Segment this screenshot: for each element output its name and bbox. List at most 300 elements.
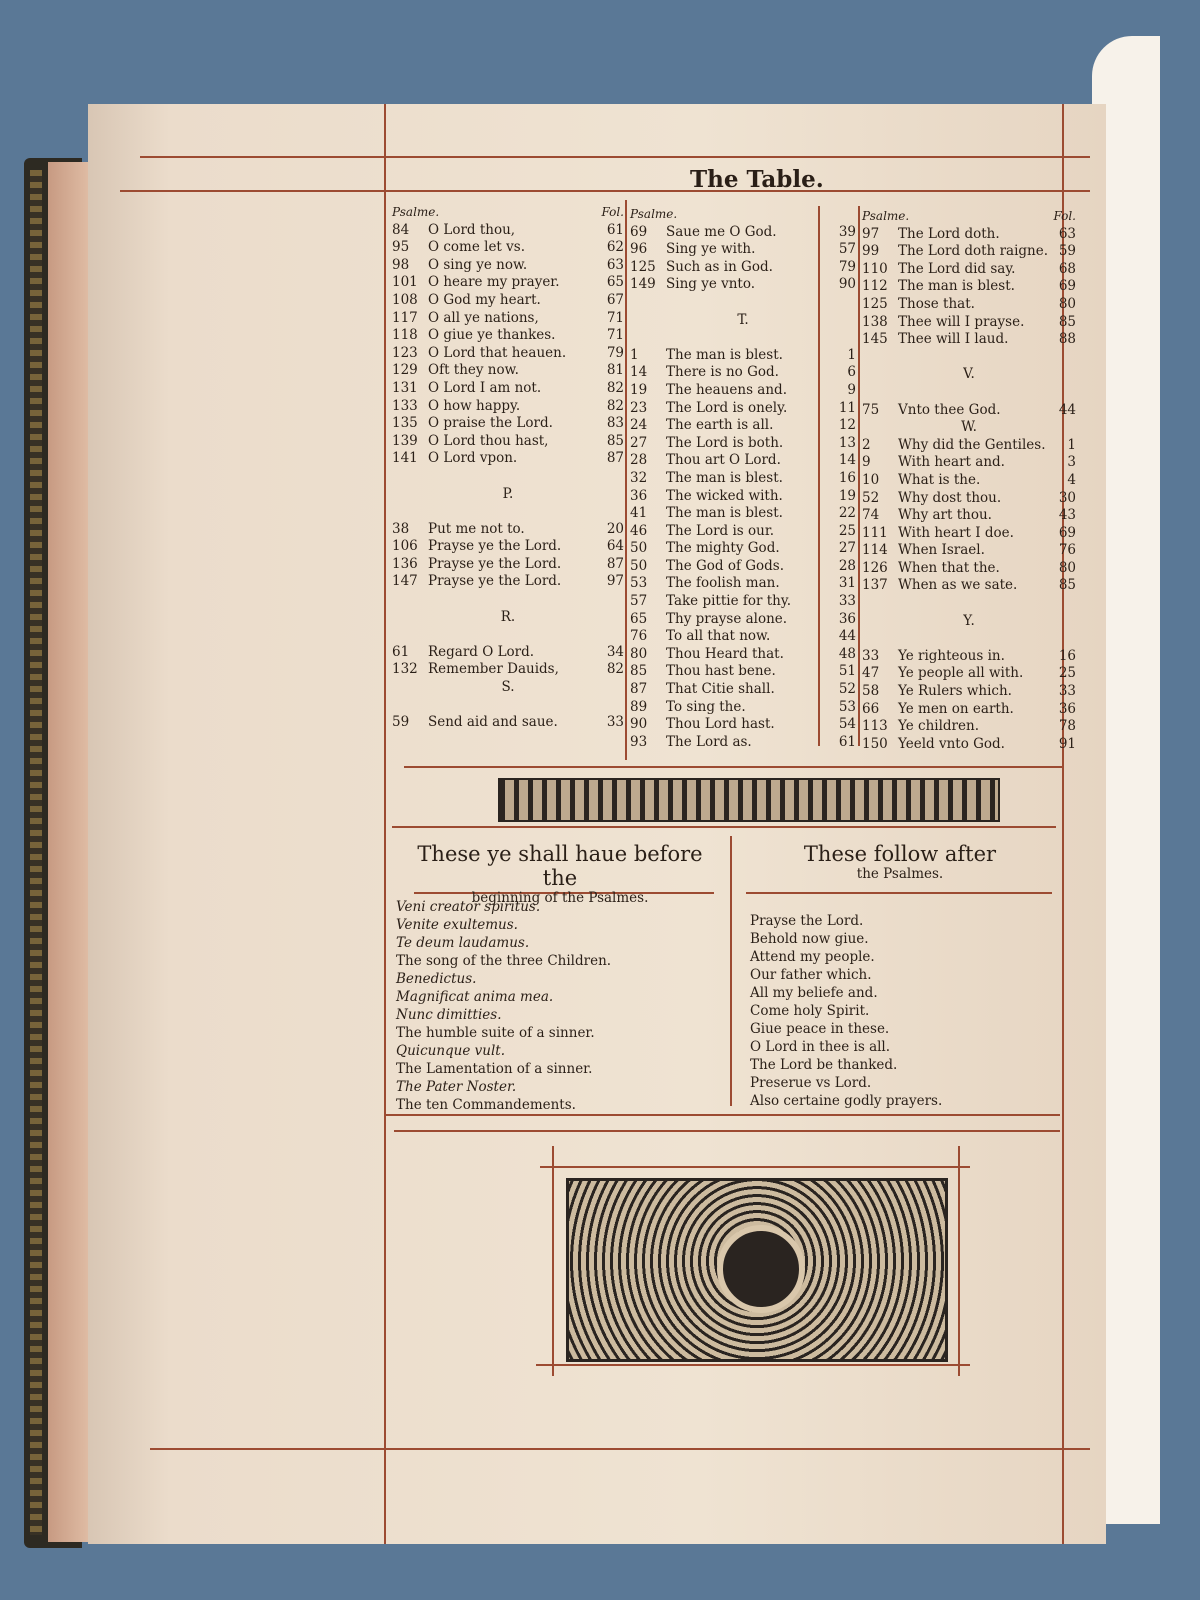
psalm-incipit: The man is blest.	[666, 469, 783, 486]
psalm-number: 58	[862, 683, 880, 700]
folio-number: 6	[847, 364, 856, 381]
psalm-incipit: O heare my prayer.	[428, 274, 560, 291]
table-column-3	[862, 208, 1076, 753]
folio-number: 76	[1058, 542, 1076, 559]
psalm-number: 28	[630, 452, 648, 469]
folio-number: 9	[847, 381, 856, 398]
psalm-incipit: What is the.	[898, 471, 981, 488]
table-row	[392, 538, 624, 556]
psalm-number	[392, 503, 428, 521]
psalm-incipit: The Lord is our.	[666, 522, 775, 539]
folio-number: 25	[1058, 665, 1076, 682]
section-underline-right	[746, 892, 1052, 894]
folio-number: 80	[1058, 559, 1076, 576]
folio-number	[828, 294, 856, 312]
table-row	[630, 294, 856, 312]
psalme-header: Psalme.	[862, 209, 910, 223]
psalm-incipit: Thou Heard that.	[666, 645, 784, 662]
psalm-number: 14	[630, 364, 648, 381]
table-row	[392, 345, 624, 363]
after-item: Attend my people.	[750, 949, 875, 965]
psalm-incipit: The man is blest.	[898, 278, 1015, 295]
table-row	[392, 292, 624, 310]
folio-number: 1	[1067, 436, 1076, 453]
folio-number: 16	[838, 469, 856, 486]
psalm-number	[862, 630, 898, 648]
table-row	[862, 525, 1076, 543]
folio-number: 1	[847, 346, 856, 363]
psalm-incipit: O all ye nations,	[428, 309, 539, 326]
psalm-number: 98	[392, 256, 410, 273]
table-row	[862, 472, 1076, 490]
folio-number: 85	[1058, 313, 1076, 330]
psalm-incipit: Why did the Gentiles.	[898, 436, 1046, 453]
table-row	[392, 468, 624, 486]
folio-number: 57	[838, 241, 856, 258]
psalm-incipit: O Lord I am not.	[428, 379, 542, 396]
psalm-number: 137	[862, 577, 888, 594]
before-item: Quicunque vult.	[396, 1043, 506, 1059]
section-letter: Y.	[963, 612, 975, 629]
folio-number: 31	[838, 575, 856, 592]
psalm-number: 129	[392, 362, 418, 379]
psalm-number: 36	[630, 487, 648, 504]
folio-number: 61	[606, 221, 624, 238]
table-row	[862, 560, 1076, 578]
psalm-incipit: O Lord thou hast,	[428, 432, 549, 449]
table-row	[630, 224, 856, 242]
psalm-number: 80	[630, 645, 648, 662]
before-title: These ye shall haue before the	[417, 842, 703, 890]
psalm-number	[630, 294, 666, 312]
psalm-incipit: Sing ye with.	[666, 241, 756, 258]
psalm-number: 110	[862, 260, 888, 277]
psalm-incipit: Oft they now.	[428, 362, 519, 379]
table-row	[392, 274, 624, 292]
table-row	[630, 276, 856, 294]
psalm-incipit: O Lord thou,	[428, 221, 516, 238]
folio-number: 30	[1058, 489, 1076, 506]
psalme-header: Psalme.	[392, 205, 440, 219]
after-subtitle: the Psalmes.	[856, 866, 944, 882]
psalm-incipit: Those that.	[898, 295, 975, 312]
psalm-number: 2	[862, 436, 871, 453]
psalm-number: 33	[862, 647, 880, 664]
column-header	[862, 208, 1076, 226]
table-row	[862, 226, 1076, 244]
bottom-rule	[150, 1448, 1090, 1450]
table-row	[392, 450, 624, 468]
table-row	[862, 278, 1076, 296]
after-item: O Lord in thee is all.	[750, 1039, 891, 1055]
after-section-heading	[760, 842, 1040, 882]
fol-header: Fol.	[1053, 209, 1076, 223]
psalm-number: 65	[630, 610, 648, 627]
folio-number: 36	[1058, 700, 1076, 717]
psalm-number	[862, 384, 898, 402]
folio-number: 44	[838, 628, 856, 645]
folio-number: 20	[606, 520, 624, 537]
psalm-number: 32	[630, 469, 648, 486]
before-item: The Pater Noster.	[396, 1079, 517, 1095]
before-item: Nunc dimitties.	[396, 1007, 502, 1023]
psalm-incipit: Vnto thee God.	[898, 401, 1001, 418]
psalm-incipit: Prayse ye the Lord.	[428, 538, 562, 555]
table-row	[630, 716, 856, 734]
psalm-incipit: Prayse ye the Lord.	[428, 573, 562, 590]
after-item: The Lord be thanked.	[750, 1057, 898, 1073]
psalm-number	[862, 349, 898, 367]
folio-number: 52	[838, 681, 856, 698]
section-letter: P.	[502, 485, 514, 502]
table-row	[862, 384, 1076, 402]
psalm-incipit: Ye righteous in.	[898, 647, 1005, 664]
table-row	[630, 505, 856, 523]
folio-number: 85	[606, 432, 624, 449]
table-row	[630, 241, 856, 259]
psalm-incipit: When as we sate.	[898, 577, 1018, 594]
folio-number: 28	[838, 557, 856, 574]
table-row	[630, 628, 856, 646]
folio-number: 61	[838, 733, 856, 750]
psalm-number: 145	[862, 331, 888, 348]
psalm-incipit: The Lord did say.	[898, 260, 1016, 277]
psalm-incipit: Yeeld vnto God.	[898, 735, 1005, 752]
section-letter: R.	[500, 608, 516, 625]
table-row	[630, 488, 856, 506]
folio-number: 59	[1058, 243, 1076, 260]
psalm-incipit: The wicked with.	[666, 487, 783, 504]
table-row	[862, 665, 1076, 683]
psalm-incipit: Sing ye vnto.	[666, 276, 756, 293]
psalm-incipit: Ye men on earth.	[898, 700, 1014, 717]
folio-number: 13	[838, 434, 856, 451]
psalm-incipit: O how happy.	[428, 397, 521, 414]
psalm-number: 113	[862, 718, 888, 735]
psalm-number: 85	[630, 663, 648, 680]
psalm-number: 61	[392, 643, 410, 660]
table-row	[392, 644, 624, 662]
psalm-incipit: Thee will I prayse.	[898, 313, 1025, 330]
table-row	[630, 663, 856, 681]
table-row	[862, 718, 1076, 736]
folio-number: 53	[838, 698, 856, 715]
folio-number: 51	[838, 663, 856, 680]
psalm-number: 75	[862, 401, 880, 418]
psalm-number: 101	[392, 274, 418, 291]
psalm-incipit	[666, 329, 828, 347]
psalm-number: 125	[630, 258, 656, 275]
folio-number: 83	[606, 415, 624, 432]
table-column-2	[630, 206, 856, 751]
psalm-incipit: Why dost thou.	[898, 489, 1002, 506]
folio-number: 33	[838, 593, 856, 610]
psalm-number: 141	[392, 450, 418, 467]
psalm-incipit: O sing ye now.	[428, 256, 528, 273]
psalm-incipit: Take pittie for thy.	[666, 593, 791, 610]
table-row	[630, 593, 856, 611]
after-item: Giue peace in these.	[750, 1021, 890, 1037]
psalm-number: 59	[392, 714, 410, 731]
folio-number	[1048, 349, 1076, 367]
psalm-number: 19	[630, 381, 648, 398]
ornamental-band	[498, 778, 1000, 822]
folio-number: 65	[606, 274, 624, 291]
folio-number: 67	[606, 291, 624, 308]
psalm-number: 84	[392, 221, 410, 238]
before-item: The humble suite of a sinner.	[396, 1025, 595, 1041]
table-row	[630, 575, 856, 593]
table-row	[630, 540, 856, 558]
section-letter: S.	[501, 679, 515, 696]
psalm-number: 52	[862, 489, 880, 506]
psalm-incipit: Why art thou.	[898, 507, 992, 524]
table-row	[392, 239, 624, 257]
psalm-number: 123	[392, 344, 418, 361]
folio-number: 14	[838, 452, 856, 469]
folio-number: 43	[1058, 507, 1076, 524]
table-row	[630, 259, 856, 277]
table-row	[630, 558, 856, 576]
folio-number	[596, 626, 624, 644]
psalm-incipit: O come let vs.	[428, 239, 525, 256]
psalm-incipit: The man is blest.	[666, 505, 783, 522]
folio-number: 81	[606, 362, 624, 379]
psalm-number: 147	[392, 573, 418, 590]
psalm-incipit: O praise the Lord.	[428, 415, 553, 432]
psalm-incipit	[428, 626, 596, 644]
table-row	[630, 452, 856, 470]
woodcut-frame-top	[540, 1166, 970, 1168]
folio-number: 82	[606, 397, 624, 414]
table-row	[862, 507, 1076, 525]
psalm-incipit	[898, 595, 1048, 613]
folio-number: 71	[606, 327, 624, 344]
table-row	[392, 697, 624, 715]
section-top-rule	[392, 826, 1056, 828]
psalm-incipit	[666, 294, 828, 312]
table-row	[862, 595, 1076, 613]
folio-number: 69	[1058, 524, 1076, 541]
psalm-incipit: When Israel.	[898, 542, 985, 559]
psalm-incipit: Put me not to.	[428, 520, 525, 537]
psalm-number: 131	[392, 379, 418, 396]
folio-number: 33	[606, 714, 624, 731]
folio-number: 85	[1058, 577, 1076, 594]
psalm-number: 50	[630, 557, 648, 574]
psalm-incipit: Remember Dauids,	[428, 661, 559, 678]
psalm-incipit	[898, 630, 1048, 648]
woodcut-frame-right	[958, 1146, 960, 1376]
table-row	[392, 556, 624, 574]
table-row	[862, 683, 1076, 701]
gilt-edge-decoration	[30, 170, 42, 1535]
table-row	[392, 310, 624, 328]
table-row	[630, 382, 856, 400]
psalm-number: 132	[392, 661, 418, 678]
folio-number	[596, 503, 624, 521]
after-item: Prayse the Lord.	[750, 913, 864, 929]
table-row	[630, 329, 856, 347]
psalm-number: 138	[862, 313, 888, 330]
table-bottom-rule	[404, 766, 1064, 768]
psalm-number: 76	[630, 628, 648, 645]
table-row	[862, 454, 1076, 472]
folio-number: 87	[606, 450, 624, 467]
psalm-number: 47	[862, 665, 880, 682]
folio-number: 79	[606, 344, 624, 361]
psalm-incipit	[428, 468, 596, 486]
folio-number: 97	[606, 573, 624, 590]
before-item: The ten Commandements.	[396, 1097, 576, 1113]
table-row	[392, 380, 624, 398]
table-row	[630, 681, 856, 699]
after-item: Behold now giue.	[750, 931, 869, 947]
psalm-number: 50	[630, 540, 648, 557]
psalm-incipit: The Lord doth.	[898, 225, 1000, 242]
table-row	[862, 736, 1076, 754]
folio-number: 27	[838, 540, 856, 557]
folio-number: 25	[838, 522, 856, 539]
folio-number: 12	[838, 417, 856, 434]
table-row	[862, 437, 1076, 455]
folio-number: 63	[1058, 225, 1076, 242]
fol-header: Fol.	[601, 205, 624, 219]
table-row	[630, 364, 856, 382]
psalm-incipit: Thy prayse alone.	[666, 610, 788, 627]
psalm-number	[630, 329, 666, 347]
table-row	[392, 362, 624, 380]
folio-number	[1048, 630, 1076, 648]
table-row	[392, 626, 624, 644]
table-row	[862, 577, 1076, 595]
psalm-incipit: The Lord as.	[666, 733, 752, 750]
psalme-header: Psalme.	[630, 207, 678, 221]
folio-number: 33	[1058, 683, 1076, 700]
psalm-incipit: That Citie shall.	[666, 681, 775, 698]
before-item: The Lamentation of a sinner.	[396, 1061, 593, 1077]
psalm-number	[392, 697, 428, 715]
section-letter: W.	[961, 419, 977, 436]
psalm-incipit: O Lord vpon.	[428, 450, 518, 467]
table-row	[630, 646, 856, 664]
table-row	[392, 591, 624, 609]
psalm-incipit: Saue me O God.	[666, 223, 777, 240]
folio-number	[828, 329, 856, 347]
psalm-number: 108	[392, 291, 418, 308]
column-header	[630, 206, 856, 224]
table-row	[862, 261, 1076, 279]
before-list	[396, 898, 726, 1114]
psalm-number: 66	[862, 700, 880, 717]
psalm-number: 150	[862, 735, 888, 752]
folio-number: 11	[838, 399, 856, 416]
psalm-incipit: Thee will I laud.	[898, 331, 1009, 348]
before-item: Te deum laudamus.	[396, 935, 530, 951]
table-row	[862, 314, 1076, 332]
folio-number: 87	[606, 555, 624, 572]
psalm-number: 57	[630, 593, 648, 610]
table-row	[862, 648, 1076, 666]
table-row	[630, 417, 856, 435]
column-divider-3	[858, 206, 860, 746]
folio-number: 63	[606, 256, 624, 273]
psalm-number: 27	[630, 434, 648, 451]
before-item: The song of the three Children.	[396, 953, 612, 969]
folio-number: 78	[1058, 718, 1076, 735]
table-row	[392, 257, 624, 275]
psalm-incipit	[898, 349, 1048, 367]
left-margin-rule	[384, 104, 386, 1544]
psalm-incipit: To all that now.	[666, 628, 771, 645]
before-item: Magnificat anima mea.	[396, 989, 554, 1005]
psalm-number	[392, 591, 428, 609]
section-letter: T.	[737, 311, 749, 328]
psalm-number: 24	[630, 417, 648, 434]
psalm-number: 53	[630, 575, 648, 592]
folio-number: 4	[1067, 471, 1076, 488]
top-rule	[140, 156, 1090, 158]
folio-number: 82	[606, 379, 624, 396]
table-row	[630, 347, 856, 365]
psalm-number: 38	[392, 520, 410, 537]
table-row	[630, 523, 856, 541]
folio-number: 80	[1058, 295, 1076, 312]
folio-number	[596, 468, 624, 486]
psalm-incipit	[428, 503, 596, 521]
table-row	[392, 661, 624, 679]
section-letter: V.	[963, 366, 975, 383]
psalm-number: 135	[392, 415, 418, 432]
folio-number	[1048, 595, 1076, 613]
folio-number: 90	[838, 276, 856, 293]
psalm-number: 23	[630, 399, 648, 416]
woodcut-ornament	[566, 1178, 948, 1362]
psalm-incipit: When that the.	[898, 559, 1000, 576]
psalm-incipit: The mighty God.	[666, 540, 780, 557]
table-row	[392, 398, 624, 416]
psalm-incipit: With heart I doe.	[898, 524, 1014, 541]
psalm-incipit: With heart and.	[898, 454, 1005, 471]
psalm-number: 117	[392, 309, 418, 326]
folio-number: 69	[1058, 278, 1076, 295]
table-row	[392, 503, 624, 521]
psalm-incipit: Thou art O Lord.	[666, 452, 781, 469]
psalm-number: 111	[862, 524, 888, 541]
rose-emblem	[717, 1225, 805, 1313]
psalm-incipit: O God my heart.	[428, 291, 541, 308]
psalm-number: 41	[630, 505, 648, 522]
psalm-number: 118	[392, 327, 418, 344]
folio-number: 39	[838, 223, 856, 240]
psalm-number: 106	[392, 538, 418, 555]
folio-number: 71	[606, 309, 624, 326]
table-row	[630, 734, 856, 752]
psalm-number: 96	[630, 241, 648, 258]
psalm-number: 136	[392, 555, 418, 572]
after-item: All my beliefe and.	[750, 985, 878, 1001]
psalm-number: 114	[862, 542, 888, 559]
psalm-number: 87	[630, 681, 648, 698]
psalm-incipit: Send aid and saue.	[428, 714, 558, 731]
column-header	[392, 204, 624, 222]
after-item: Also certaine godly prayers.	[750, 1093, 943, 1109]
psalm-incipit	[898, 384, 1048, 402]
folio-number	[1048, 384, 1076, 402]
psalm-incipit: The heauens and.	[666, 381, 787, 398]
section-bottom-rule	[384, 1114, 1060, 1116]
table-row	[392, 327, 624, 345]
